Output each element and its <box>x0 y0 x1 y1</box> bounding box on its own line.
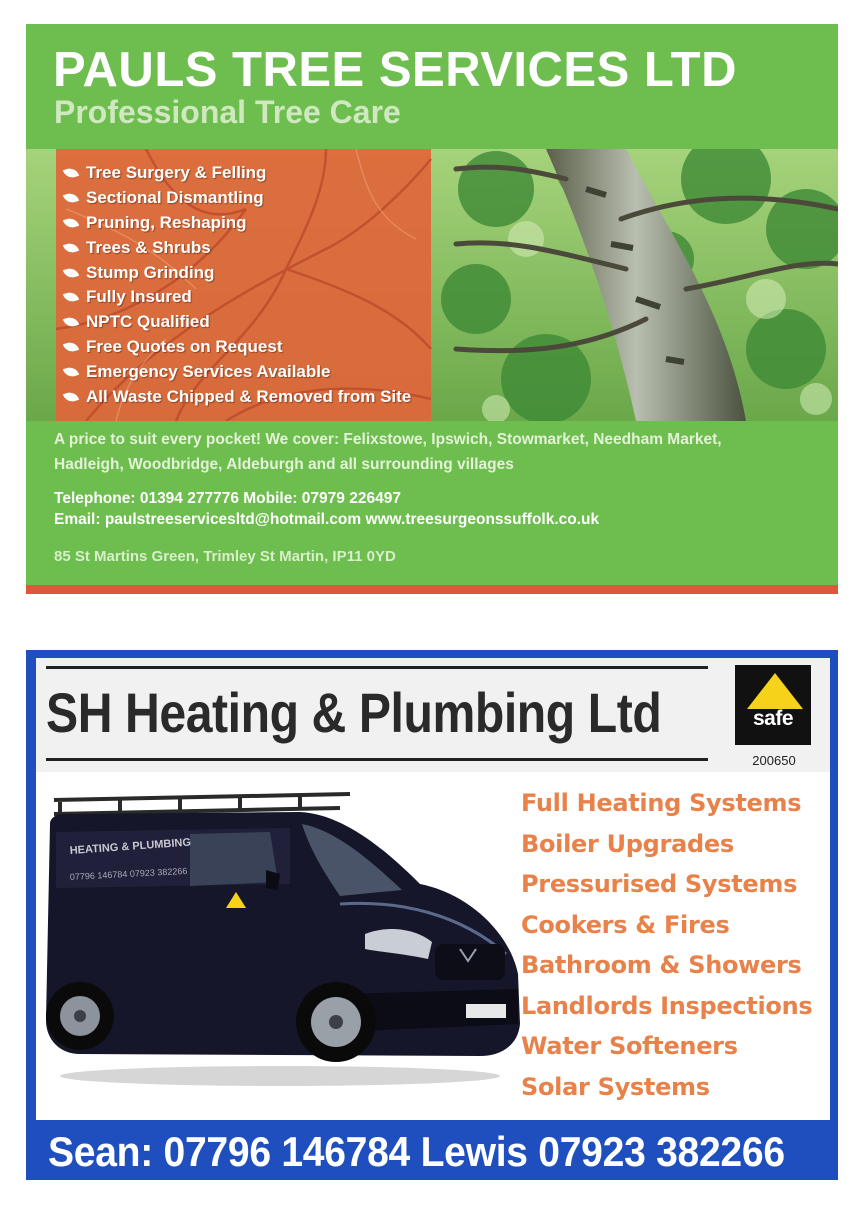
advert-panel <box>36 658 830 1120</box>
gas-safe-triangle-icon <box>741 671 805 711</box>
list-item: Bathroom & Showers <box>521 951 802 979</box>
list-item: All Waste Chipped & Removed from Site <box>64 384 411 409</box>
list-item: Pruning, Reshaping <box>64 211 411 236</box>
contact-phone-numbers[interactable]: Sean: 07796 146784 Lewis 07923 382266 <box>48 1128 785 1175</box>
list-item: Stump Grinding <box>64 260 411 285</box>
list-item: Full Heating Systems <box>521 789 802 817</box>
list-item: NPTC Qualified <box>64 310 411 335</box>
list-item: Boiler Upgrades <box>521 829 734 858</box>
leaf-bullet-icon <box>63 166 79 180</box>
leaf-bullet-icon <box>63 390 79 404</box>
tree-services-list <box>64 161 411 409</box>
svg-text:07796 146784 07923 382266: 07796 146784 07923 382266 <box>69 865 188 882</box>
list-item: Fully Insured <box>64 285 411 310</box>
address: 85 St Martins Green, Trimley St Martin, IP11 0YD <box>54 548 396 565</box>
leaf-bullet-icon <box>63 365 79 379</box>
registration-number: 200650 <box>752 753 796 768</box>
divider <box>46 666 708 669</box>
leaf-bullet-icon <box>63 290 79 304</box>
tree-ad-subtitle: Professional Tree Care <box>54 94 401 130</box>
accent-bar <box>26 585 838 594</box>
heating-ad-title: SH Heating & Plumbing Ltd <box>46 681 662 744</box>
leaf-bullet-icon <box>63 266 79 280</box>
leaf-bullet-icon <box>63 315 79 329</box>
list-item: Cookers & Fires <box>521 910 730 939</box>
list-item: Landlords Inspections <box>521 991 813 1020</box>
divider <box>46 758 708 761</box>
heating-services-list <box>521 789 812 1113</box>
leaf-bullet-icon <box>63 340 79 354</box>
leaf-bullet-icon <box>63 241 79 255</box>
list-item: Trees & Shrubs <box>64 235 411 260</box>
gas-safe-logo <box>735 665 811 745</box>
heating-plumbing-advert <box>26 650 838 1180</box>
leaf-bullet-icon <box>63 216 79 230</box>
leaf-bullet-icon <box>63 191 79 205</box>
list-item: Water Softeners <box>521 1032 738 1060</box>
list-item: Free Quotes on Request <box>64 335 411 360</box>
coverage-line-1: A price to suit every pocket! We cover: Felixstowe, Ipswich, Stowmarket, Needham Market, <box>54 431 722 448</box>
list-item: Pressurised Systems <box>521 870 798 898</box>
list-item: Solar Systems <box>521 1072 710 1101</box>
email-and-website[interactable]: Email: paulstreeservicesltd@hotmail.com www.treesurgeonssuffolk.co.uk <box>54 511 600 528</box>
gas-safe-wordmark: safe <box>752 707 794 730</box>
tree-ad-title: PAULS TREE SERVICES LTD <box>53 43 737 97</box>
tree-services-advert <box>26 24 838 594</box>
list-item: Sectional Dismantling <box>64 186 411 211</box>
svg-text:HEATING & PLUMBING: HEATING & PLUMBING <box>69 836 192 857</box>
phone-numbers[interactable]: Telephone: 01394 277776 Mobile: 07979 226497 <box>54 490 401 507</box>
list-item: Emergency Services Available <box>64 359 411 384</box>
coverage-line-2: Hadleigh, Woodbridge, Aldeburgh and all surrounding villages <box>54 456 514 473</box>
company-van-image <box>40 784 525 1109</box>
list-item: Tree Surgery & Felling <box>64 161 411 186</box>
